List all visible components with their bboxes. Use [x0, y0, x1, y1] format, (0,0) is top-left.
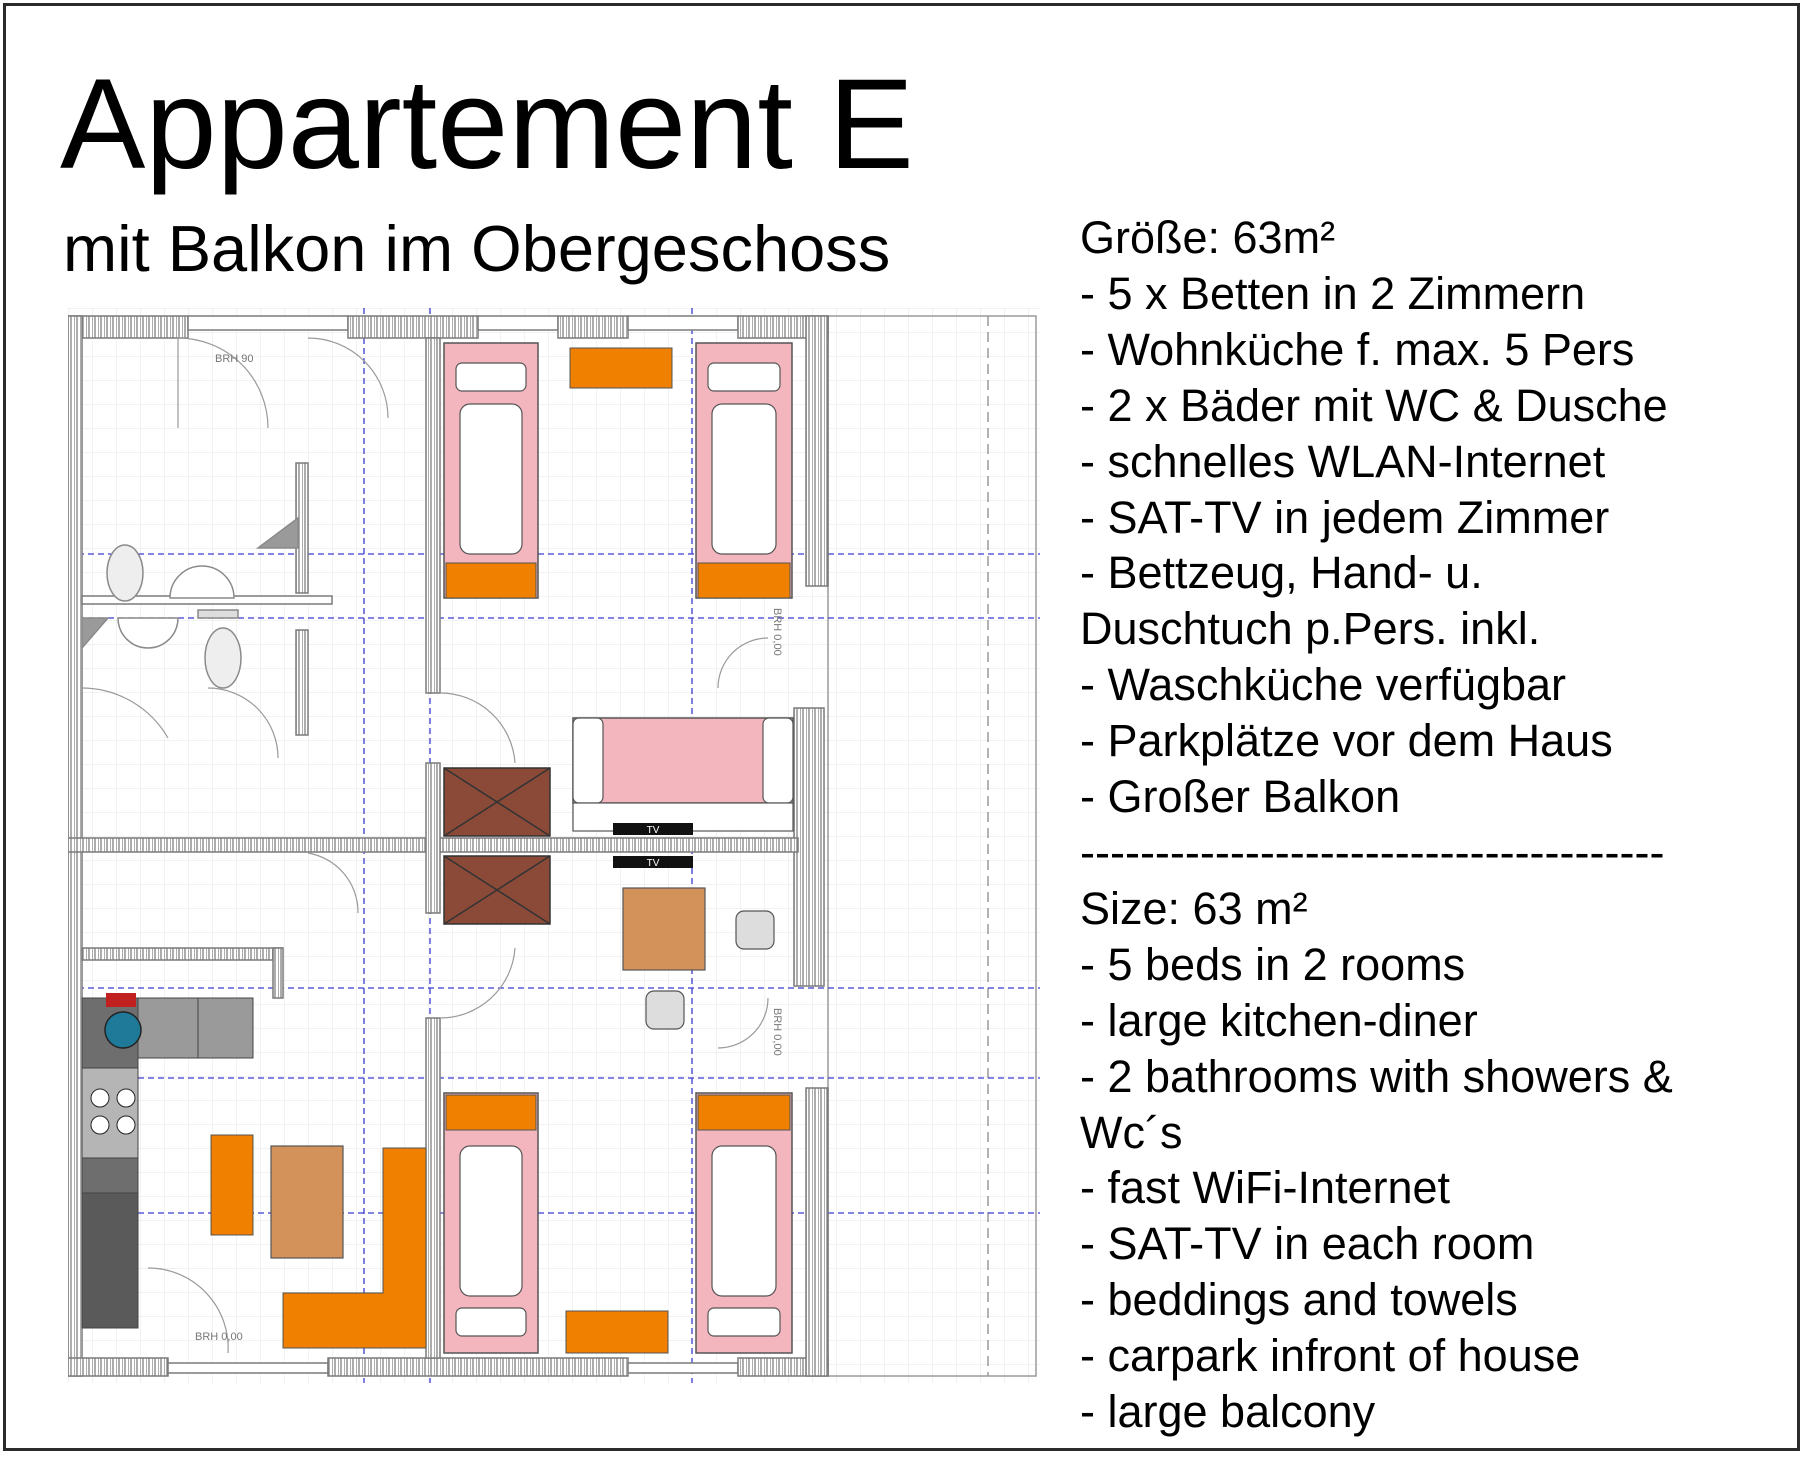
feature-list [1080, 210, 1780, 1440]
sofa-bed [573, 718, 793, 831]
tv-unit-2 [613, 856, 693, 869]
feature-wifi-de: - schnelles WLAN-Internet [1080, 435, 1606, 487]
feature-balcony-en: - large balcony [1080, 1386, 1376, 1438]
feature-parking-de: - Parkplätze vor dem Haus [1080, 715, 1613, 767]
feature-beds-de: - 5 x Betten in 2 Zimmern [1080, 267, 1586, 319]
stool [646, 991, 684, 1029]
feature-bath-en: - 2 bathrooms with showers & [1080, 1050, 1673, 1102]
stove-burner-icon [117, 1089, 135, 1107]
floor-plan [68, 308, 1040, 1383]
page-title: Appartement E [60, 53, 914, 196]
feature-linen-de-cont: Duschtuch p.Pers. inkl. [1080, 603, 1541, 655]
label-brh-90: BRH 90 [215, 353, 254, 365]
dining-table [271, 1146, 343, 1258]
label-brh-balcony-1: BRH 0,00 [771, 608, 783, 656]
stove-burner-icon [117, 1116, 135, 1134]
feature-kitchen-de: - Wohnküche f. max. 5 Pers [1080, 323, 1635, 375]
bed-bottom-left [444, 1093, 538, 1353]
stove-burner-icon [91, 1089, 109, 1107]
toilet-icon [205, 628, 241, 688]
wardrobe-bottom [444, 856, 550, 924]
tv-label-1: TV [646, 825, 660, 836]
feature-laundry-de: - Waschküche verfügbar [1080, 659, 1567, 711]
feature-linen-en: - beddings and towels [1080, 1274, 1518, 1326]
feature-divider: --------------------------------------- [1080, 826, 1665, 878]
feature-balcony-de: - Großer Balkon [1080, 771, 1401, 823]
feature-bath-en-cont: Wc´s [1080, 1106, 1183, 1158]
page-subtitle: mit Balkon im Obergeschoss [63, 212, 891, 285]
nightstand [566, 1311, 668, 1353]
side-table [623, 888, 705, 970]
feature-beds-en: - 5 beds in 2 rooms [1080, 938, 1466, 990]
tv-unit-1 [613, 823, 693, 836]
bed-pillow [446, 1095, 536, 1130]
feature-size-en: Size: 63 m² [1080, 882, 1308, 934]
bed-pillow [698, 563, 790, 598]
wardrobe-top [444, 768, 550, 836]
bed-pillow [446, 563, 536, 598]
feature-kitchen-en: - large kitchen-diner [1080, 994, 1478, 1046]
feature-size-de: Größe: 63m² [1080, 212, 1336, 263]
feature-bath-de: - 2 x Bäder mit WC & Dusche [1080, 379, 1668, 431]
bed-pillow [698, 1095, 790, 1130]
washing-machine-icon [105, 1012, 141, 1048]
label-brh-000: BRH 0,00 [195, 1331, 243, 1343]
stove-burner-icon [91, 1116, 109, 1134]
feature-tv-de: - SAT-TV in jedem Zimmer [1080, 491, 1610, 543]
feature-linen-de: - Bettzeug, Hand- u. [1080, 547, 1483, 599]
bed-top-right [696, 343, 792, 598]
dining-bench [211, 1135, 253, 1235]
stool [736, 911, 774, 949]
toilet-icon [107, 545, 143, 601]
feature-wifi-en: - fast WiFi-Internet [1080, 1162, 1451, 1214]
bed-bottom-right [696, 1093, 792, 1353]
nightstand [570, 348, 672, 388]
tv-label-2: TV [646, 858, 660, 869]
feature-parking-en: - carpark infront of house [1080, 1330, 1581, 1382]
label-brh-balcony-2: BRH 0,00 [771, 1008, 783, 1056]
bed-top-left [444, 343, 538, 598]
feature-tv-en: - SAT-TV in each room [1080, 1218, 1535, 1270]
